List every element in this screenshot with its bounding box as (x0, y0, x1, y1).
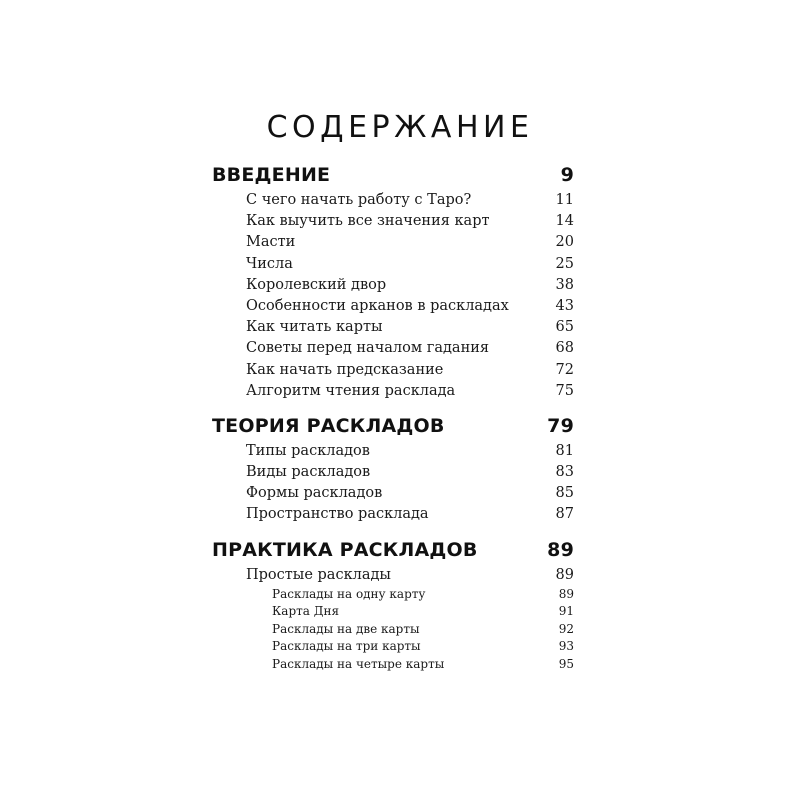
toc-entry[interactable] (212, 483, 574, 504)
entry-title: Типы раскладов (246, 442, 370, 459)
section-page-number: 9 (560, 164, 574, 186)
entry-title: Как выучить все значения карт (246, 213, 490, 230)
entry-page-number: 75 (555, 382, 574, 399)
toc-entry[interactable] (212, 296, 574, 317)
toc-subentry[interactable] (212, 621, 574, 639)
entry-page-number: 43 (555, 297, 574, 314)
section-page-number: 79 (547, 414, 574, 437)
entry-page-number: 65 (555, 319, 574, 336)
toc-subentry[interactable] (212, 638, 574, 656)
toc-entry[interactable] (212, 254, 574, 275)
section-title: ТЕОРИЯ РАСКЛАДОВ (212, 414, 445, 437)
entry-title: Как читать карты (246, 319, 383, 336)
entry-title: Масти (246, 234, 296, 251)
subentry-title: Расклады на четыре карты (272, 656, 445, 671)
toc-entry[interactable] (212, 360, 574, 381)
entry-page-number: 89 (555, 566, 574, 583)
entry-title: Пространство расклада (246, 506, 429, 523)
entry-title: Виды раскладов (246, 464, 371, 481)
toc-subentry[interactable] (212, 586, 574, 604)
toc-entry[interactable] (212, 462, 574, 483)
entry-title: Формы раскладов (246, 485, 383, 502)
entry-title: Советы перед началом гадания (246, 340, 490, 357)
toc-section-heading[interactable] (212, 411, 574, 441)
entry-page-number: 72 (555, 361, 574, 378)
entry-page-number: 85 (555, 485, 574, 502)
subentry-title: Расклады на три карты (272, 639, 421, 654)
entry-title: Особенности арканов в раскладах (246, 297, 509, 314)
toc-entry[interactable] (212, 275, 574, 296)
subentry-title: Расклады на две карты (272, 621, 420, 636)
toc-entry[interactable] (212, 317, 574, 338)
toc-section-spread-theory (212, 411, 574, 526)
entry-title: Простые расклады (246, 566, 391, 583)
toc-entry[interactable] (212, 211, 574, 232)
toc-subentry[interactable] (212, 656, 574, 674)
subentry-page-number: 93 (558, 639, 574, 654)
subentry-title: Карта Дня (272, 604, 340, 619)
toc-entry[interactable] (212, 504, 574, 525)
page-title: СОДЕРЖАНИЕ (266, 110, 534, 146)
toc-entry[interactable] (212, 190, 574, 211)
subentry-title: Расклады на одну карту (272, 586, 426, 601)
toc-entry[interactable] (212, 232, 574, 253)
section-spacer (212, 526, 574, 535)
toc-section-heading[interactable] (212, 160, 574, 190)
subentry-page-number: 92 (558, 621, 574, 636)
toc-section-heading[interactable] (212, 535, 574, 565)
entry-page-number: 20 (555, 234, 574, 251)
entry-title: Алгоритм чтения расклада (246, 382, 456, 399)
entry-title: С чего начать работу с Таро? (246, 192, 472, 208)
entry-page-number: 83 (555, 464, 574, 481)
entry-page-number: 11 (555, 192, 574, 208)
entry-title: Королевский двор (246, 276, 387, 293)
table-of-contents (212, 160, 574, 673)
subentry-page-number: 95 (558, 656, 574, 671)
toc-entry[interactable] (212, 381, 574, 402)
section-title: ПРАКТИКА РАСКЛАДОВ (212, 538, 478, 561)
entry-title: Как начать предсказание (246, 361, 444, 378)
entry-page-number: 68 (555, 340, 574, 357)
entry-page-number: 14 (555, 213, 574, 230)
section-page-number: 89 (547, 538, 574, 561)
subentry-page-number: 89 (558, 586, 574, 601)
toc-entry[interactable] (212, 565, 574, 586)
toc-entry[interactable] (212, 441, 574, 462)
toc-entry[interactable] (212, 338, 574, 359)
section-title: ВВЕДЕНИЕ (212, 164, 331, 186)
entry-title: Числа (246, 255, 293, 272)
toc-section-spread-practice (212, 535, 574, 674)
entry-page-number: 81 (555, 442, 574, 459)
entry-page-number: 25 (555, 255, 574, 272)
section-spacer (212, 402, 574, 411)
entry-page-number: 38 (555, 276, 574, 293)
toc-subentry[interactable] (212, 603, 574, 621)
entry-page-number: 87 (555, 506, 574, 523)
toc-section-introduction (212, 160, 574, 402)
subentry-page-number: 91 (558, 604, 574, 619)
